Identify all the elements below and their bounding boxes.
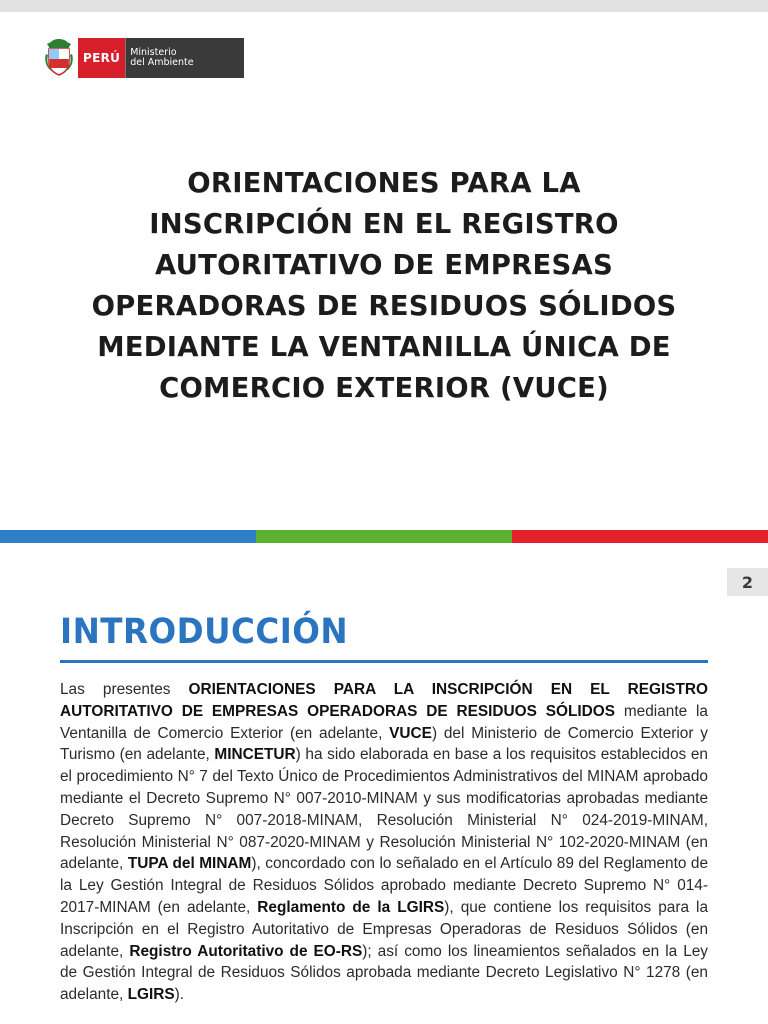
title-line: COMERCIO EXTERIOR (VUCE) xyxy=(159,372,609,404)
section-heading: INTRODUCCIÓN xyxy=(60,612,349,652)
logo-ministry-line2: del Ambiente xyxy=(130,57,194,68)
logo-country-label: PERÚ xyxy=(78,38,125,78)
text-run: ), concordado con lo señalado en el Artículo 89 del Reglamento de la Ley Gestión Integral de Residuos Sólidos aprobado mediante Decreto Supremo N° 014-2017-MINAM (en adelante, xyxy=(60,855,709,916)
peru-coat-of-arms-icon xyxy=(44,38,74,78)
bold-term: LGIRS xyxy=(127,986,175,1004)
text-run: Las presentes xyxy=(60,681,189,698)
text-run: ), que contiene los requisitos para la Inscripción en el Registro Autoritativo de Empresas Operadoras de Residuos Sólidos (en adelante, xyxy=(60,898,708,960)
title-line: INSCRIPCIÓN EN EL REGISTRO xyxy=(149,208,619,240)
bold-term: Reglamento de la LGIRS xyxy=(257,898,445,916)
logo-ministry-line1: Ministerio xyxy=(130,47,177,58)
bold-term: MINCETUR xyxy=(214,746,296,764)
ministry-logo xyxy=(44,38,244,78)
bold-term: Registro Autoritativo de EO-RS xyxy=(129,942,363,960)
text-run: ); así como los lineamientos señalados en la Ley de Gestión Integral de Residuos Sólidos aprobada mediante Decreto Legislativo N° 1278 (en adelante, xyxy=(60,942,709,1004)
tricolor-divider xyxy=(0,530,768,543)
divider-blue-segment xyxy=(0,530,256,543)
logo-ministry-label xyxy=(125,38,243,78)
text-run: ). xyxy=(174,986,185,1004)
text-run: ) ha sido elaborada en base a los requisitos establecidos en el procedimiento N° 7 del Texto Único de Procedimientos Administrativos del MINAM aprobado mediante el Decreto Supremo N° 007-2010-MINAM y sus modificatorias aprobadas mediante Decreto Supremo N° 007-2018-MINAM, Resolución Ministerial N° 024-2019-MINAM, Resolución Ministerial N° 087-2020-MINAM y Resolución Ministerial N° 102-2020-MINAM (en adelante, xyxy=(60,746,708,873)
bold-term: VUCE xyxy=(389,724,432,742)
bold-term: TUPA del MINAM xyxy=(127,855,252,873)
title-line: ORIENTACIONES PARA LA xyxy=(187,167,581,199)
divider-red-segment xyxy=(512,530,768,543)
title-line: MEDIANTE LA VENTANILLA ÚNICA DE xyxy=(97,331,671,363)
divider-green-segment xyxy=(256,530,512,543)
title-line: AUTORITATIVO DE EMPRESAS xyxy=(155,249,613,281)
top-gray-bar xyxy=(0,0,768,12)
text-run: ) del Ministerio de Comercio Exterior y Turismo (en adelante, xyxy=(60,724,708,764)
heading-underline xyxy=(60,660,708,663)
introduction-paragraph xyxy=(60,679,708,1006)
page-number-badge: 2 xyxy=(727,568,768,596)
text-run: mediante la Ventanilla de Comercio Exterior (en adelante, xyxy=(60,702,708,742)
bold-term: ORIENTACIONES PARA LA INSCRIPCIÓN EN EL REGISTRO AUTORITATIVO DE EMPRESAS OPERADORAS DE RESIDUOS SÓLIDOS xyxy=(60,681,708,720)
title-line: OPERADORAS DE RESIDUOS SÓLIDOS xyxy=(91,290,677,322)
document-title xyxy=(40,163,728,409)
